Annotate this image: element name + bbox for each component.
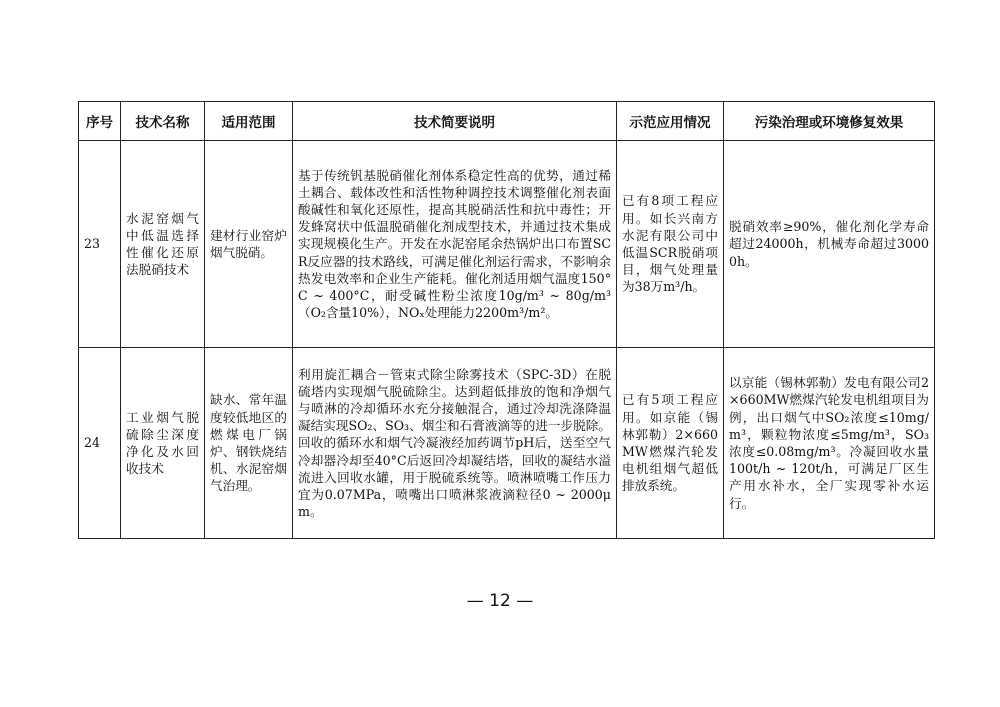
cell-technology-name: 水泥窑烟气中低温选择性催化还原法脱硝技术 <box>121 141 205 348</box>
header-technology-description: 技术简要说明 <box>293 102 617 141</box>
cell-demonstration-application: 已有5项工程应用。如京能（锡林郭勒）2×660MW燃煤汽轮发电机组烟气超低排放系统。 <box>617 348 724 539</box>
header-pollution-control-effect: 污染治理或环境修复效果 <box>724 102 935 141</box>
cell-serial-number: 24 <box>79 348 121 539</box>
header-applicable-scope: 适用范围 <box>205 102 293 141</box>
cell-technology-name: 工业烟气脱硫除尘深度净化及水回收技术 <box>121 348 205 539</box>
cell-applicable-scope: 建材行业窑炉烟气脱硝。 <box>205 141 293 348</box>
table-row <box>79 348 935 539</box>
technology-table <box>78 101 935 539</box>
table-header-row <box>79 102 935 141</box>
cell-demonstration-application: 已有8项工程应用。如长兴南方水泥有限公司中低温SCR脱硝项目，烟气处理量为38万m³/h。 <box>617 141 724 348</box>
cell-pollution-control-effect: 脱硝效率≥90%，催化剂化学寿命超过24000h，机械寿命超过30000h。 <box>724 141 935 348</box>
header-technology-name: 技术名称 <box>121 102 205 141</box>
header-demonstration-application: 示范应用情况 <box>617 102 724 141</box>
table-row <box>79 141 935 348</box>
cell-technology-description: 基于传统钒基脱硝催化剂体系稳定性高的优势，通过稀土耦合、载体改性和活性物种调控技术调整催化剂表面酸碱性和氧化还原性，提高其脱硝活性和抗中毒性；开发蜂窝状中低温脱硝催化剂成型技术，并通过技术集成实现规模化生产。开发在水泥窑尾余热锅炉出口布置SCR反应器的技术路线，可满足催化剂运行需求，不影响余热发电效率和企业生产能耗。催化剂适用烟气温度150°C ~ 400°C，耐受碱性粉尘浓度10g/m³ ~ 80g/m³（O₂含量10%），NOₓ处理能力2200m³/m²。 <box>293 141 617 348</box>
cell-serial-number: 23 <box>79 141 121 348</box>
page-number: — 12 — <box>466 591 534 611</box>
header-serial-number: 序号 <box>79 102 121 141</box>
cell-applicable-scope: 缺水、常年温度较低地区的燃煤电厂锅炉、钢铁烧结机、水泥窑烟气治理。 <box>205 348 293 539</box>
cell-pollution-control-effect: 以京能（锡林郭勒）发电有限公司2×660MW燃煤汽轮发电机组项目为例，出口烟气中SO₂浓度≤10mg/m³，颗粒物浓度≤5mg/m³，SO₃浓度≤0.08mg/m³。冷凝回收水量100t/h ~ 120t/h，可满足厂区生产用水补水，全厂实现零补水运行。 <box>724 348 935 539</box>
cell-technology-description: 利用旋汇耦合－管束式除尘除雾技术（SPC-3D）在脱硫塔内实现烟气脱硫除尘。达到超低排放的饱和净烟气与喷淋的冷却循环水充分接触混合，通过冷却洗涤降温凝结实现SO₂、SO₃、烟尘和石膏液滴等的进一步脱除。回收的循环水和烟气冷凝液经加药调节pH后，送至空气冷却器冷却至40°C后返回冷却凝结塔，回收的凝结水溢流进入回收水罐，用于脱硫系统等。喷淋喷嘴工作压力宜为0.07MPa，喷嘴出口喷淋浆液滴粒径0 ~ 2000μm。 <box>293 348 617 539</box>
